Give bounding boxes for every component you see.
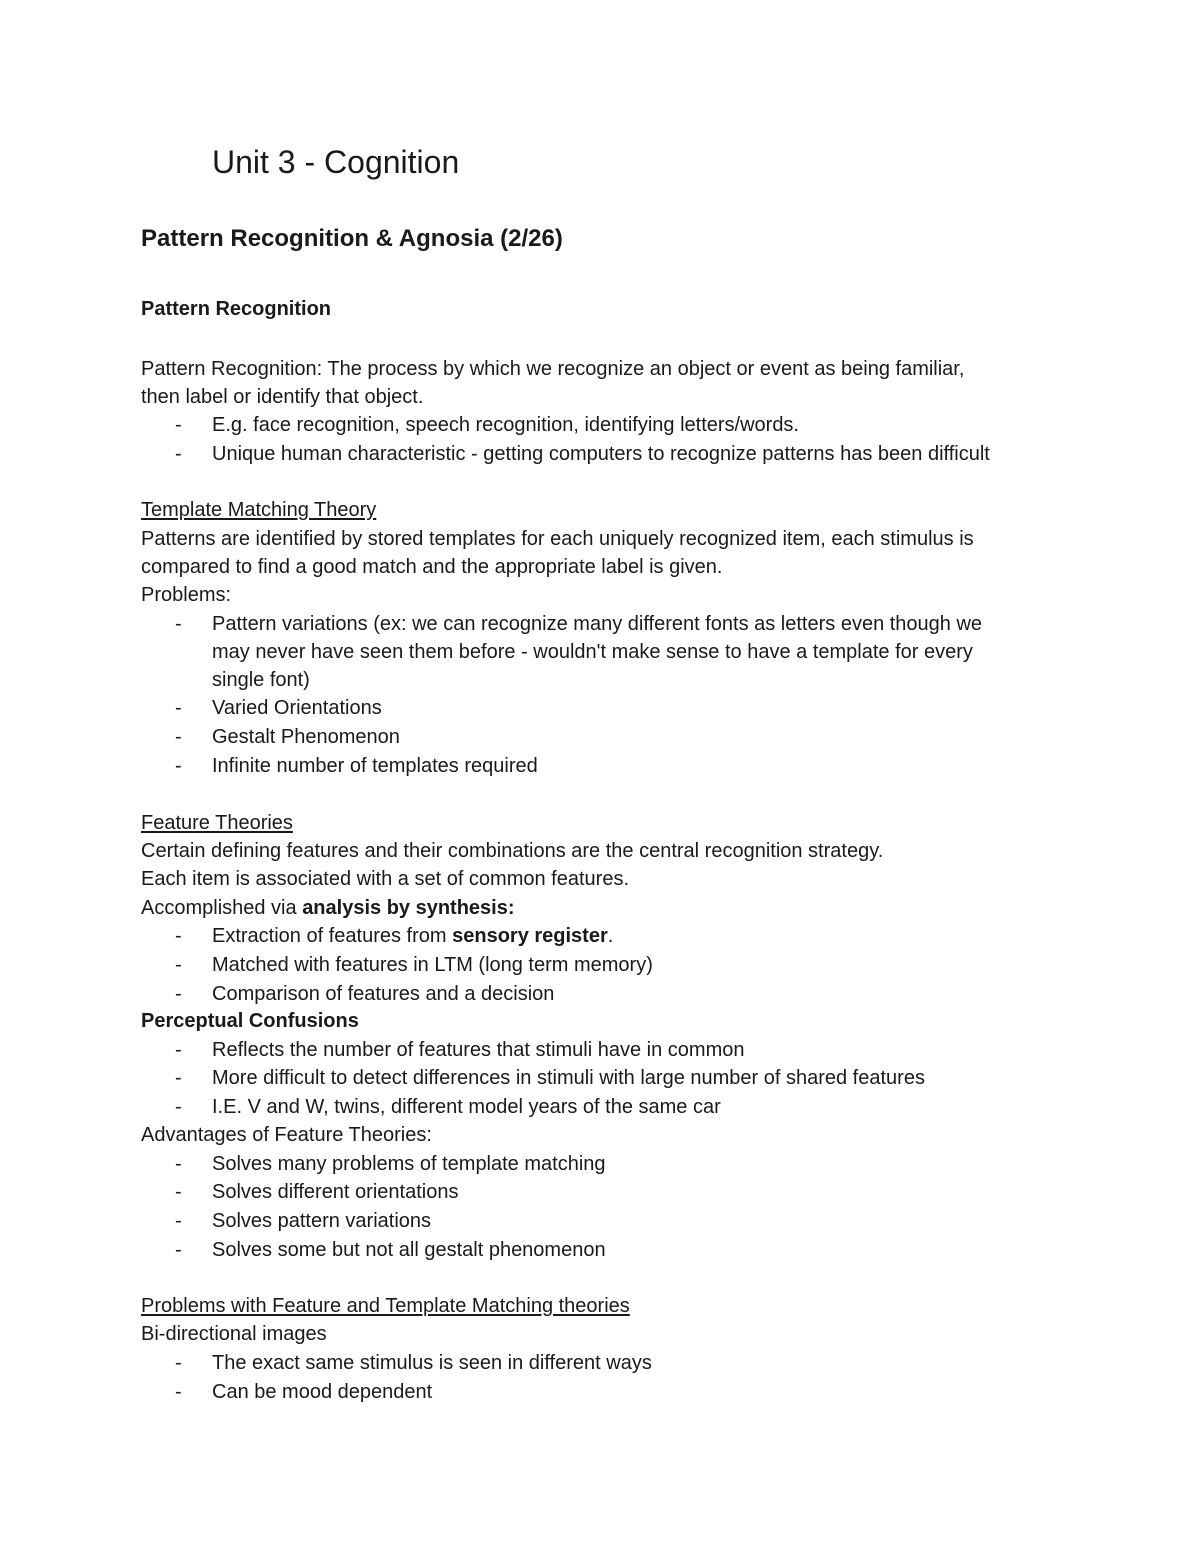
document-title: Unit 3 - Cognition: [212, 144, 460, 180]
template-bullet-2: Varied Orientations: [212, 697, 382, 719]
feature-line-3: [141, 896, 515, 920]
bullet-dash: -: [175, 755, 182, 777]
bullet-dash: -: [175, 443, 182, 465]
bullet-dash: -: [175, 1181, 182, 1203]
feature-bullet-3: Comparison of features and a decision: [212, 983, 555, 1005]
problems-section-line-1: Bi-directional images: [141, 1323, 327, 1345]
feature-bullet-2: Matched with features in LTM (long term memory): [212, 954, 653, 976]
advantage-bullet-2: Solves different orientations: [212, 1181, 459, 1203]
perceptual-confusions-label: Perceptual Confusions: [141, 1010, 359, 1032]
sensory-register: sensory register: [452, 925, 608, 947]
bullet-dash: -: [175, 1096, 182, 1118]
template-heading: Template Matching Theory: [141, 499, 377, 521]
advantage-bullet-4: Solves some but not all gestalt phenomenon: [212, 1239, 606, 1261]
template-line-2: compared to find a good match and the appropriate label is given.: [141, 556, 723, 578]
bullet-dash: -: [175, 954, 182, 976]
confusion-bullet-2: More difficult to detect differences in stimuli with large number of shared features: [212, 1067, 925, 1089]
bullet-dash: -: [175, 1381, 182, 1403]
bullet-dash: -: [175, 726, 182, 748]
problems-label: Problems:: [141, 584, 232, 606]
subsection-heading: Pattern Recognition: [141, 298, 332, 320]
intro-bullet-2: Unique human characteristic - getting computers to recognize patterns has been difficult: [212, 443, 990, 465]
bullet-dash: -: [175, 697, 182, 719]
bullet-dash: -: [175, 1067, 182, 1089]
template-bullet-3: Gestalt Phenomenon: [212, 726, 400, 748]
feature-bullet-1-suffix: .: [607, 925, 614, 947]
advantage-bullet-1: Solves many problems of template matching: [212, 1153, 606, 1175]
feature-heading: Feature Theories: [141, 812, 293, 834]
advantage-bullet-3: Solves pattern variations: [212, 1210, 432, 1232]
feature-line-3-prefix: Accomplished via: [141, 897, 303, 919]
bullet-dash: -: [175, 983, 182, 1005]
template-line-1: Patterns are identified by stored templates for each uniquely recognized item, each stimulus is: [141, 528, 974, 550]
section-heading: Pattern Recognition & Agnosia (2/26): [141, 225, 563, 252]
intro-line-2: then label or identify that object.: [141, 386, 424, 408]
feature-bullet-1-prefix: Extraction of features from: [212, 925, 453, 947]
template-bullet-4: Infinite number of templates required: [212, 755, 538, 777]
intro-bullet-1: E.g. face recognition, speech recognition, identifying letters/words.: [212, 414, 799, 436]
bullet-dash: -: [175, 925, 182, 947]
problems-section-heading: Problems with Feature and Template Matching theories: [141, 1295, 630, 1317]
feature-line-1: Certain defining features and their combinations are the central recognition strategy.: [141, 840, 884, 862]
bullet-dash: -: [175, 1239, 182, 1261]
advantages-label: Advantages of Feature Theories:: [141, 1124, 432, 1146]
problems-bullet-2: Can be mood dependent: [212, 1381, 433, 1403]
intro-line-1: Pattern Recognition: The process by which we recognize an object or event as being familiar,: [141, 358, 965, 380]
analysis-by-synthesis: analysis by synthesis:: [302, 897, 515, 919]
bullet-dash: -: [175, 1039, 182, 1061]
bullet-dash: -: [175, 1352, 182, 1374]
feature-line-2: Each item is associated with a set of common features.: [141, 868, 629, 890]
bullet-dash: -: [175, 414, 182, 436]
bullet-dash: -: [175, 613, 182, 635]
bullet-dash: -: [175, 1210, 182, 1232]
confusion-bullet-3: I.E. V and W, twins, different model years of the same car: [212, 1096, 721, 1118]
bullet-dash: -: [175, 1153, 182, 1175]
problems-bullet-1: The exact same stimulus is seen in different ways: [212, 1352, 652, 1374]
confusion-bullet-1: Reflects the number of features that stimuli have in common: [212, 1039, 745, 1061]
feature-bullet-1: [212, 924, 613, 948]
template-bullet-1-line-2: may never have seen them before - wouldn't make sense to have a template for every: [212, 641, 973, 663]
template-bullet-1-line-1: Pattern variations (ex: we can recognize many different fonts as letters even though we: [212, 613, 983, 635]
template-bullet-1-line-3: single font): [212, 669, 310, 691]
